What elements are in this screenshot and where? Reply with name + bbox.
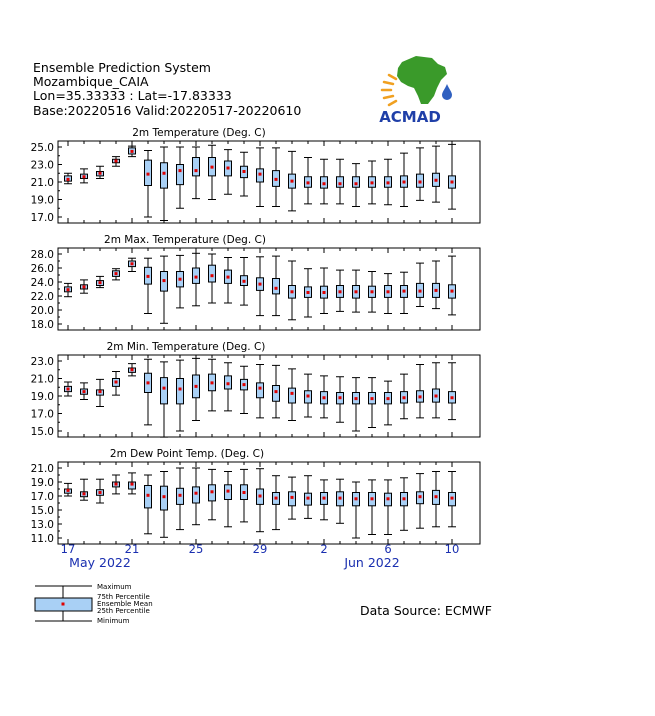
iqr-box <box>161 378 168 404</box>
box-2022-05-30 <box>272 256 280 316</box>
box-2022-06-01 <box>304 269 312 317</box>
mean-marker <box>211 490 214 493</box>
panel-title: 2m Min. Temperature (Deg. C) <box>106 341 266 353</box>
mean-marker <box>99 281 102 284</box>
mean-marker <box>259 173 262 176</box>
y-tick-label: 19.0 <box>30 477 54 489</box>
box-2022-05-26 <box>208 254 216 303</box>
box-2022-05-18 <box>80 280 88 293</box>
box-2022-06-01 <box>304 158 312 204</box>
box-2022-05-17 <box>64 173 72 184</box>
panel-title: 2m Temperature (Deg. C) <box>132 127 266 139</box>
mean-marker <box>195 169 198 172</box>
box-2022-05-29 <box>256 365 264 418</box>
x-tick-label: 6 <box>384 542 392 556</box>
mean-marker <box>67 178 70 181</box>
box-2022-05-22 <box>144 475 152 534</box>
mean-marker <box>163 172 166 175</box>
iqr-box <box>289 388 296 403</box>
y-tick-label: 25.0 <box>30 142 54 154</box>
mean-marker <box>147 381 150 384</box>
mean-marker <box>435 289 438 292</box>
box-2022-05-29 <box>256 469 264 532</box>
iqr-box <box>193 158 200 176</box>
box-2022-05-29 <box>256 257 264 316</box>
mean-marker <box>275 287 278 290</box>
box-2022-05-19 <box>96 379 104 406</box>
y-tick-label: 28.0 <box>30 249 54 261</box>
box-2022-05-31 <box>288 151 296 211</box>
box-2022-05-24 <box>176 360 184 431</box>
box-2022-06-05 <box>368 480 376 535</box>
mean-marker <box>435 395 438 398</box>
x-tick-label: 10 <box>444 542 460 556</box>
mean-marker <box>67 288 70 291</box>
y-axis <box>31 463 62 545</box>
box-2022-06-09 <box>432 472 440 527</box>
box-2022-05-29 <box>256 148 264 207</box>
box-2022-05-20 <box>112 475 120 494</box>
box-2022-06-10 <box>448 472 456 527</box>
mean-marker <box>147 173 150 176</box>
month-label: Jun 2022 <box>344 555 400 570</box>
x-tick-label: 21 <box>124 542 140 556</box>
mean-marker <box>387 290 390 293</box>
mean-marker <box>451 396 454 399</box>
panel-dew-point <box>31 448 480 545</box>
box-2022-05-24 <box>176 468 184 530</box>
panel-min-temperature <box>31 341 480 438</box>
y-tick-label: 21.0 <box>30 177 54 189</box>
iqr-box <box>273 279 280 294</box>
mean-marker <box>147 275 150 278</box>
legend <box>35 583 153 625</box>
mean-marker <box>275 497 278 500</box>
box-2022-05-28 <box>240 258 248 306</box>
box-2022-05-28 <box>240 152 248 196</box>
mean-marker <box>131 368 134 371</box>
mean-marker <box>83 390 86 393</box>
mean-marker <box>339 290 342 293</box>
y-tick-label: 19.0 <box>30 391 54 403</box>
box-2022-06-03 <box>336 377 344 423</box>
panel-max-temperature <box>31 234 480 331</box>
mean-marker <box>83 492 86 495</box>
mean-marker <box>163 279 166 282</box>
box-2022-06-02 <box>320 480 328 520</box>
mean-marker <box>323 396 326 399</box>
mean-marker <box>275 178 278 181</box>
box-2022-05-27 <box>224 258 232 304</box>
mean-marker <box>195 385 198 388</box>
box-2022-05-21 <box>128 364 136 376</box>
box-2022-05-28 <box>240 469 248 522</box>
box-2022-05-30 <box>272 476 280 530</box>
legend-mean-marker <box>62 603 65 606</box>
box-2022-06-05 <box>368 161 376 204</box>
mean-marker <box>419 181 422 184</box>
mean-marker <box>371 497 374 500</box>
box-2022-05-27 <box>224 472 232 527</box>
mean-marker <box>403 396 406 399</box>
legend-p75: 75th Percentile <box>97 593 150 601</box>
box-2022-05-22 <box>144 258 152 313</box>
mean-marker <box>243 383 246 386</box>
mean-marker <box>99 172 102 175</box>
box-2022-05-30 <box>272 148 280 207</box>
box-2022-06-10 <box>448 256 456 315</box>
plot-area <box>58 355 480 437</box>
box-2022-06-01 <box>304 476 312 519</box>
y-tick-label: 20.0 <box>30 305 54 317</box>
box-2022-05-23 <box>160 472 168 538</box>
y-tick-label: 23.0 <box>30 159 54 172</box>
box-2022-06-10 <box>448 363 456 420</box>
box-2022-05-25 <box>192 358 200 420</box>
box-2022-06-04 <box>352 482 360 538</box>
box-2022-05-30 <box>272 365 280 418</box>
mean-marker <box>403 290 406 293</box>
y-tick-label: 21.0 <box>30 463 54 475</box>
box-2022-05-24 <box>176 147 184 208</box>
mean-marker <box>99 491 102 494</box>
y-tick-label: 17.0 <box>30 491 54 503</box>
box-2022-05-20 <box>112 372 120 396</box>
plot-area <box>58 462 480 544</box>
box-2022-05-26 <box>208 145 216 199</box>
mean-marker <box>387 181 390 184</box>
box-2022-06-03 <box>336 159 344 204</box>
box-2022-05-25 <box>192 253 200 305</box>
box-2022-05-23 <box>160 362 168 437</box>
box-2022-05-18 <box>80 383 88 400</box>
mean-marker <box>339 396 342 399</box>
mean-marker <box>291 496 294 499</box>
box-2022-05-25 <box>192 468 200 525</box>
mean-marker <box>179 494 182 497</box>
box-2022-05-20 <box>112 269 120 280</box>
data-source: Data Source: ECMWF <box>360 603 492 618</box>
box-2022-06-09 <box>432 363 440 418</box>
y-tick-label: 15.0 <box>30 505 54 517</box>
mean-marker <box>419 495 422 498</box>
box-2022-06-02 <box>320 268 328 314</box>
mean-marker <box>275 390 278 393</box>
mean-marker <box>243 170 246 173</box>
legend-mean: Ensemble Mean <box>97 600 153 608</box>
box-2022-06-06 <box>384 159 392 205</box>
box-2022-06-04 <box>352 270 360 312</box>
mean-marker <box>211 166 214 169</box>
box-2022-06-06 <box>384 381 392 425</box>
mean-marker <box>451 290 454 293</box>
plot-area <box>58 141 480 223</box>
box-2022-06-08 <box>416 263 424 306</box>
iqr-box <box>273 386 280 402</box>
mean-marker <box>339 497 342 500</box>
y-tick-label: 22.0 <box>30 291 54 303</box>
box-2022-06-05 <box>368 272 376 313</box>
box-2022-05-21 <box>128 258 136 271</box>
x-tick-label: 29 <box>252 542 268 556</box>
box-2022-05-27 <box>224 363 232 411</box>
iqr-box <box>353 177 360 188</box>
box-2022-05-18 <box>80 169 88 183</box>
mean-marker <box>307 497 310 500</box>
box-2022-06-08 <box>416 148 424 201</box>
box-2022-06-01 <box>304 374 312 417</box>
x-tick-label: 25 <box>188 542 204 556</box>
box-2022-05-23 <box>160 256 168 323</box>
panel-temperature <box>31 127 480 224</box>
y-tick-label: 11.0 <box>30 533 54 545</box>
box-2022-06-03 <box>336 270 344 311</box>
box-2022-05-22 <box>144 359 152 425</box>
mean-marker <box>115 483 118 486</box>
mean-marker <box>163 495 166 498</box>
mean-marker <box>355 397 358 400</box>
box-2022-05-18 <box>80 479 88 500</box>
box-2022-06-08 <box>416 365 424 418</box>
mean-marker <box>419 290 422 293</box>
panel-title: 2m Dew Point Temp. (Deg. C) <box>109 448 265 460</box>
y-tick-label: 23.0 <box>30 356 54 368</box>
mean-marker <box>435 179 438 182</box>
mean-marker <box>451 497 454 500</box>
y-tick-label: 26.0 <box>30 263 54 275</box>
mean-marker <box>371 181 374 184</box>
iqr-box <box>337 177 344 188</box>
box-2022-05-31 <box>288 261 296 320</box>
acmad-logo <box>379 56 452 126</box>
box-2022-06-02 <box>320 376 328 418</box>
iqr-box <box>257 383 264 398</box>
box-2022-06-07 <box>400 478 408 531</box>
plot-area <box>58 248 480 330</box>
mean-marker <box>179 388 182 391</box>
mean-marker <box>115 272 118 275</box>
box-2022-06-02 <box>320 159 328 204</box>
mean-marker <box>259 283 262 286</box>
mean-marker <box>355 290 358 293</box>
iqr-box <box>209 265 216 282</box>
mean-marker <box>115 160 118 163</box>
box-2022-06-09 <box>432 261 440 309</box>
africa-map-icon <box>397 56 447 104</box>
box-2022-06-07 <box>400 153 408 206</box>
mean-marker <box>243 280 246 283</box>
box-2022-06-08 <box>416 474 424 529</box>
mean-marker <box>355 182 358 185</box>
box-2022-06-03 <box>336 479 344 523</box>
box-2022-06-04 <box>352 164 360 207</box>
mean-marker <box>227 490 230 493</box>
x-tick-label: 2 <box>320 542 328 556</box>
y-axis <box>31 142 62 224</box>
mean-marker <box>99 390 102 393</box>
mean-marker <box>259 495 262 498</box>
legend-maximum: Maximum <box>97 583 132 591</box>
panel-title: 2m Max. Temperature (Deg. C) <box>104 234 266 246</box>
mean-marker <box>291 290 294 293</box>
mean-marker <box>227 167 230 170</box>
mean-marker <box>291 392 294 395</box>
mean-marker <box>163 387 166 390</box>
mean-marker <box>323 291 326 294</box>
mean-marker <box>371 290 374 293</box>
box-2022-06-06 <box>384 274 392 314</box>
mean-marker <box>323 182 326 185</box>
mean-marker <box>355 497 358 500</box>
mean-marker <box>67 388 70 391</box>
legend-minimum: Minimum <box>97 617 130 625</box>
y-tick-label: 21.0 <box>30 373 54 386</box>
mean-marker <box>67 489 70 492</box>
header-coordinates: Lon=35.33333 : Lat=-17.83333 <box>33 88 232 103</box>
box-2022-05-31 <box>288 369 296 421</box>
mean-marker <box>451 181 454 184</box>
box-2022-05-26 <box>208 469 216 519</box>
mean-marker <box>147 494 150 497</box>
legend-p25: 25th Percentile <box>97 607 150 615</box>
mean-marker <box>307 291 310 294</box>
box-2022-05-17 <box>64 483 72 496</box>
mean-marker <box>115 381 118 384</box>
y-tick-label: 17.0 <box>30 212 54 224</box>
y-tick-label: 13.0 <box>30 519 54 531</box>
mean-marker <box>131 483 134 486</box>
x-axis-labels <box>61 542 460 570</box>
mean-marker <box>131 150 134 153</box>
box-2022-05-20 <box>112 157 120 167</box>
header-location: Mozambique_CAIA <box>33 74 149 89</box>
mean-marker <box>243 491 246 494</box>
iqr-box <box>177 165 184 185</box>
mean-marker <box>403 181 406 184</box>
y-tick-label: 15.0 <box>30 426 54 438</box>
mean-marker <box>227 276 230 279</box>
box-2022-06-04 <box>352 378 360 431</box>
iqr-box <box>193 487 200 503</box>
mean-marker <box>419 395 422 398</box>
y-axis <box>31 249 62 331</box>
mean-marker <box>179 278 182 281</box>
mean-marker <box>307 181 310 184</box>
box-2022-05-19 <box>96 479 104 503</box>
y-tick-label: 24.0 <box>30 277 54 289</box>
mean-marker <box>83 175 86 178</box>
box-2022-05-17 <box>64 283 72 296</box>
mean-marker <box>211 274 214 277</box>
mean-marker <box>83 285 86 288</box>
box-2022-05-19 <box>96 276 104 287</box>
mean-marker <box>307 395 310 398</box>
box-2022-05-21 <box>128 146 136 157</box>
x-tick-label: 17 <box>60 542 76 556</box>
mean-marker <box>195 276 198 279</box>
mean-marker <box>371 397 374 400</box>
mean-marker <box>211 381 214 384</box>
y-tick-label: 19.0 <box>30 194 54 207</box>
water-drop-icon <box>442 84 452 100</box>
mean-marker <box>179 169 182 172</box>
box-2022-06-10 <box>448 144 456 209</box>
box-2022-06-07 <box>400 374 408 419</box>
mean-marker <box>403 497 406 500</box>
mean-marker <box>387 497 390 500</box>
mean-marker <box>387 397 390 400</box>
y-axis <box>31 356 62 438</box>
mean-marker <box>259 387 262 390</box>
mean-marker <box>195 492 198 495</box>
box-2022-05-27 <box>224 150 232 195</box>
header-base-valid: Base:20220516 Valid:20220517-20220610 <box>33 103 302 118</box>
header-title: Ensemble Prediction System <box>33 60 211 75</box>
box-2022-06-06 <box>384 480 392 535</box>
box-2022-05-19 <box>96 166 104 178</box>
mean-marker <box>291 180 294 183</box>
box-2022-05-21 <box>128 473 136 494</box>
iqr-box <box>161 163 168 188</box>
box-2022-05-17 <box>64 382 72 396</box>
box-2022-05-22 <box>144 151 152 218</box>
month-label: May 2022 <box>69 555 131 570</box>
box-2022-05-24 <box>176 255 184 308</box>
mean-marker <box>435 495 438 498</box>
iqr-box <box>177 379 184 404</box>
box-2022-05-28 <box>240 366 248 413</box>
mean-marker <box>339 182 342 185</box>
box-2022-06-05 <box>368 378 376 428</box>
mean-marker <box>323 497 326 500</box>
acmad-logo-text: ACMAD <box>379 108 441 126</box>
y-tick-label: 17.0 <box>30 408 54 421</box>
header <box>33 60 301 118</box>
mean-marker <box>131 262 134 265</box>
box-2022-05-26 <box>208 359 216 411</box>
box-2022-05-25 <box>192 147 200 199</box>
mean-marker <box>227 382 230 385</box>
box-2022-05-31 <box>288 477 296 519</box>
box-2022-06-07 <box>400 272 408 313</box>
box-2022-05-23 <box>160 147 168 221</box>
y-tick-label: 18.0 <box>30 319 54 331</box>
box-2022-06-09 <box>432 146 440 202</box>
sun-rays-icon <box>382 75 396 105</box>
